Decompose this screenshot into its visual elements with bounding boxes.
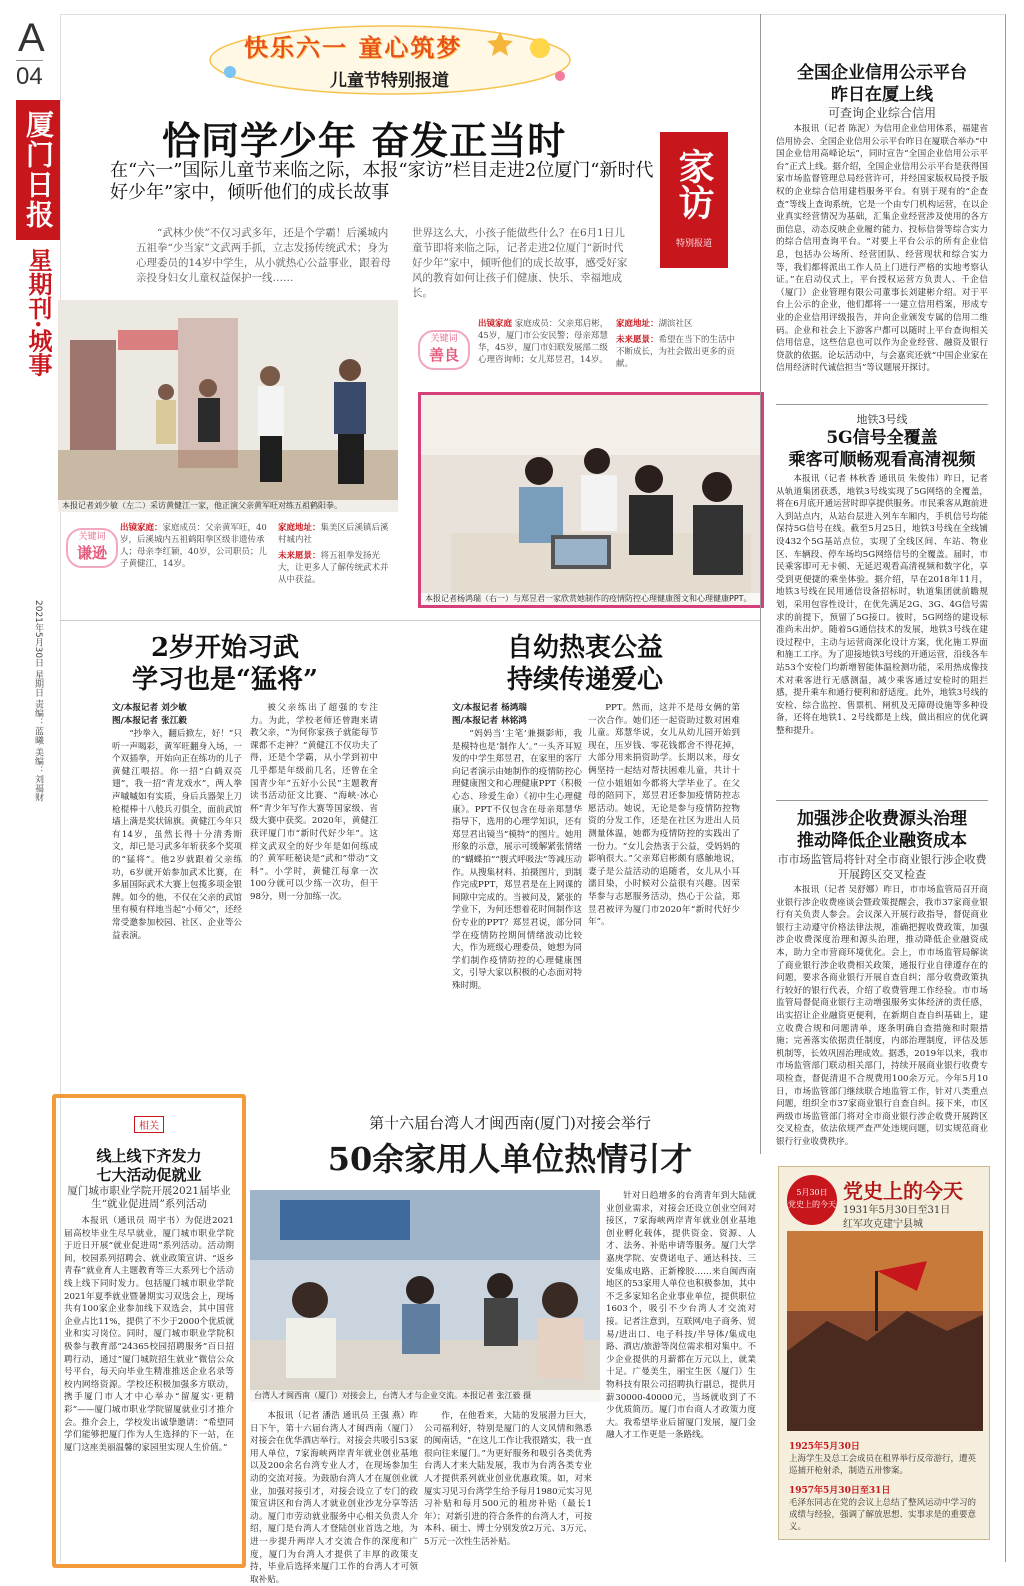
talent-headline: 50余家用人单位热情引才	[327, 1140, 693, 1178]
keyword-badge-kind: 关键词 善良	[418, 330, 470, 370]
family-ppt-photo-caption: 本报记者杨鸿瑞（右一）与郑昱君一家欣赏她制作的疫情防控心理健康图文和心理健康PPT。	[421, 593, 761, 605]
party-text-2: 毛泽东同志在党的会议上总结了整风运动中学习的成绩与经验，强调了解放思想、实事求是的重要意义。	[789, 1498, 977, 1532]
metro-5g-article: 地铁3号线 5G信号全覆盖 乘客可顺畅观看高清视频 本报讯（记者 林秋香 通讯员 朱俊伟）昨日，记者从轨道集团获悉，地铁3号线实现了5G网络的全覆盖，将在6月底开通运营时即享提供服务。市民乘客从跑前进入到站点内，从站台层进入列车车厢内，手机信号均能保持5G信号在线。截至5月25日，地铁3号线在全线铺设432个5G基站点位，实现了全线区间、车站、物业区、车辆段、停车场均5G网络信号的全覆盖。届时，市民乘客即可无卡顿、无延迟观看高清视频和数字化，享受到更便捷的乘坐体验。据介绍，早在2018年11月，地铁3号线在民用通信设备招标时，轨道集团就前瞻规划，采用包容性设计，在优先满足2G、3G、4G信号需求的前提下，预留了5G接口。彼时，5G网络的建设标准尚未出炉。随着5G通信技术的发展，地铁3号线在建设过程中，主动与运营商深化设计方案，优化施工界面和施工工序。为了迎接地铁3号线的开通运营，沿线各车站53个安检门均新增智能体温检测功能，采用热成像技术对乘客进行无感测温，减少乘客通过安检时的阻拦感，提升乘车和通行便利和舒适度。此外，地铁3号线的安检、综合监控、售票机、闸机及无障碍设施等多种设备，还将在地铁1、2号线都是上线，做出相应的优化调整和提升。	[776, 413, 988, 736]
family2-info-2: 家庭地址：湖滨社区 未来愿景：希望在当下的生活中不断成长，为社会做出更多的贡献。	[616, 319, 736, 369]
family-ppt-photo	[418, 392, 764, 608]
related-tag: 相关	[134, 1116, 164, 1133]
banner-title: 快乐六一 童心筑梦	[244, 33, 463, 62]
talent-photo-caption: 台湾人才闽西南（厦门）对接会上，台湾人才与企业交流。本报记者 张江毅 摄	[250, 1390, 600, 1402]
right-divider-1	[776, 404, 988, 405]
section-divider	[60, 620, 760, 621]
banner-subtitle: 儿童节特别报道	[330, 71, 449, 91]
bank-fee-article: 加强涉企收费源头治理 推动降低企业融资成本 市市场监管局将针对全市商业银行涉企收费开展跨区交叉检查 本报讯（记者 吴舒娜）昨日，市市场监管局召开商业银行涉企收费座谈会暨政策提醒会，我市37家商业银行有关负责人参会。会议深入开展行政指导，督促商业银行主动遵守价格法律法规，准确把握收费政策，加强涉企收费深度治理和源头治理，推动降低企业融资成本，助力全市营商环境优化。会上，市市场监管局解读了商业银行涉企收费相关政策，通报行业自律遵存在的问题，要求各商业银行开展自查自纠；部分收费政策执行较好的银行代表，介绍了收费管理工作经验。市市场监管局督促商业银行主动增强服务实体经济的责任感，出实招让企业融资更便利，在新期自查自纠基础上，建立收费合规和问题清单，逐条明确自查措施和时限措施；完善落实依据责任制度，内部治理制度，评估及惩机制等，长效巩固治理成效。据悉，2019年以来，我市市场监管部门联动相关部门，持续开展商业银行收费专项检查，督促清退不合规费用100余万元。今年5月10日，市场监管部门继续联合地监管工作，针对八类重点问题，组织全市37家商业银行自查自纠。接下来，市区两级市场监管部门将对全市商业银行涉企收费开展跨区交叉检查，依法依规严查严处违规问题，切实规范商业银行行业收费秩序。	[776, 809, 988, 1147]
masthead-logo: 厦门日报	[16, 100, 60, 240]
talent-fair-photo	[250, 1190, 600, 1402]
talent-text-col1: 本报讯（记者 潘浩 通讯员 王强 燕）昨日下午，第十六届台湾人才闽西南（厦门）对接会在优华酒店举行。对接会共吸引53家用人单位，7家海峡两岸青年就业创业基地以及200余名台湾专业人才，在现场参加生动的交流对接。为鼓励台湾人才在厦创业就业，加强对接引才，对接会设立了专门的政策宣讲区和台湾人才就业创业沙龙分享等活动。厦门市劳动就业服务中心相关负责人介绍，厦门是台湾人才登陆创业首选之地，为进一步提升两岸人才交流合作的深度和广度，厦门为台湾人才提供了丰厚的政策支持，毕业后选择来厦门工作的台湾人才可领取补贴。	[250, 1411, 418, 1585]
party-year-tag-2: 1957年5月30日至31日	[789, 1486, 891, 1496]
story1-byline: 文/本报记者 刘少敏 图/本报记者 张江毅	[112, 703, 187, 726]
story1-text-col1: “抄拳入，翻后掀左，好！”只听一声喝彩，黄军旺翻身入场，一个双插拳，开始向正在练功的儿子黄健江喂招。你一招“白鹤双亮翅”，我一招“青龙戏水”，两人拳声嘁嘁如有实质，身后兵器架上刀枪棍棒十八般兵刃俱全，面前武馆墙上满是奖状锦旗。黄健江今年只有14岁，虽然长得十分清秀斯文，却已是习武多年斩获多个奖项的“猛将”。他2岁就跟着父亲练功，6岁就开始参加武术比赛，在多届国际武术大赛上包揽多项金银牌。如今的他，不仅在父亲的武馆里有模有样地当起“小师父”，还经常受邀参加校园、社区、企业等公益表演。	[112, 729, 242, 941]
page-number: 04	[16, 60, 43, 91]
related-article-box	[52, 1094, 246, 1568]
date-editor-line: 2021年5月30日 星期日 责编：蓝曦 美编：刘福财	[33, 600, 43, 802]
talent-text-col3: 针对日趋增多的台湾青年到大陆就业创业需求，对接会还设立创业空间对接区，7家海峡两岸青年就业创业基地创业孵化载体，提供资金、资源、人才、法务、补贴申请等服务。厦门大学嘉庚学院、安费诺电子、通达科技、三安集成电路、正新橡胶……来自闽西南地区的53家用人单位也积极参加，其中不乏多家知名企业事业单位，提供职位1603个，吸引不少台湾人才交流对接。记者注意到，互联网/电子商务、贸易/进出口、电子科技/半导体/集成电路、酒店/旅游等岗位需求相对集中。不少企业提供的月薪都在万元以上，就業十足。广曼美生，丽宝生医（厦门）生物科技有限公司招聘执行副总，提供月薪30000-40000元，当场就收到了不少优质简历。厦门市台商人才政策力度大。我希望毕业后留厦门发展，厦门金融人才工作更是一条路线。	[606, 1191, 756, 1441]
party-date-badge: 5月30日 党史上的今天	[787, 1175, 837, 1225]
related-text: 本报讯（通讯员 周宇书）为促进2021届高校毕业生尽早就业，厦门城市职业学院于近日开展“就业促进周”系列活动。活动期间，校园系列招聘会、就业政策宣讲、“返乡青春”就业育人主题教育等三大系列七个活动线上线下同时发力。包括厦门城市职业学院2021年夏季就业暨暑期实习双选会上，现场共有100家企业参加线下双选会，其中国营企业占比11%，提供了不少于2000个优质就业和实习岗位。同时，厦门城市职业学院积极参与教育部“24365校园招聘服务”百日招聘行动，通过“厦门城院招生就业”微信公众号平台，每天向毕业生精准推送企业名录等校内网络资源。学校还积极加强多方联动，携手厦门市人才中心举办“留厦实·更精彩”——厦门城市职业学院留厦就业引才推介会。推介会上，学校发出诚挚邀请：“希望同学们能够把厦门作为人生选择的下一站，在厦门这座美丽温馨的家园里实现人生价值。”	[64, 1216, 234, 1453]
story2-text-col2: PPT。然而，这并不是母女俩的第一次合作。她们还一起资助过数对困难儿童。郑慧华说，女儿从幼儿园开始到现在，压岁钱、零花钱都舍不得花掉，大部分用来捐资助学。长期以来，母女俩坚持一起结对帮扶困难儿童，共计十一位小姐姐如今都将大学毕业了。在父母的陪同下，郑昱君还参加疫情防控志愿活动。她说，无论是参与疫情防控物资的分发工作，还是在社区为进出人员测量体温，她都为疫情防控的实践出了一份力。“女儿会热衷于公益，受妈妈的影响很大。”父亲郑启彬颇有感触地说，妻子是公益活动的追随者，女儿从小耳濡目染，小时候对公益很有兴趣。因荣华参与志愿服务活动，热心于公益，郑昱君被评为厦门市2020年“新时代好少年”。	[588, 703, 740, 928]
martial-arts-photo-caption: 本报记者刘少敏（左二）采访黄健江一家，他正演父亲黄军旺对练五祖鹤阳拳。	[58, 500, 398, 512]
party-title: 党史上的今天	[843, 1179, 963, 1203]
feature-subheadline: 在“六一”国际儿童节来临之际，本报“家访”栏目走进2位厦门“新时代好少年”家中，倾听他们的成长故事	[110, 160, 654, 203]
party-year-tag-1: 1925年5月30日	[789, 1442, 860, 1452]
jiafang-column-badge: 家访 特别报道	[660, 132, 728, 268]
martial-arts-photo	[58, 300, 398, 512]
story1-text-col2: 被父亲练出了超强的专注力。为此，学校老师还曾跑来请教父亲，“为何你家孩子就能每节课都不走神？”黄健江不仅功夫了得，还是个学霸，从小学到初中几乎都是年级前几名，还曾在全国青少年“五好小公民”主题教育读书活动征文比赛、“海峡·冰心杯”青少年写作大赛等国家级、省级大赛中获奖。2020年，黄健江获评厦门市“新时代好少年”。这样文武双全的好少年是如何练成的？黄军旺秘诀是“武和”带动“文科”。小学时，黄健江每拿一次100分就可以少练一次功，但干98分，则一分加练一次。	[250, 703, 378, 902]
feature-intro-left: “武林少侠”不仅习武多年，还是个学霸！后溪城内五祖拳“少当家”文武两手抓，立志发扬传统武术；身为心理委员的14岁中学生，从小就热心公益事业，跟着母亲投身妇女儿童权益保护一线……	[136, 227, 391, 284]
party-subtitle: 1931年5月30日至31日	[843, 1205, 951, 1216]
story2-byline: 文/本报记者 杨鸿瑞 图/本报记者 林铭鸿	[452, 703, 527, 726]
right-column-rule	[760, 14, 761, 1154]
story2-text-col1: “妈妈当‘主笔’兼摄影师，我是模特也是‘制作人’。”一头齐耳短发的中学生郑昱君，在家里的客厅向记者演示由她制作的疫情防控心理健康图文和心理健康PPT（积极心态、珍爱生命）《初中生心理健康》。PPT不仅包含在母亲郑慧华指导下，选用的心理学知识，还有郑昱君出镜当“模特”的图片。她用形象的示意，展示可缓解紧张情绪的“蝴蝶拍”“腹式呼吸法”等减压动作。从搜集材料、拍摄图片，到制作完成PPT，郑昱君是在上网课的间隙中完成的。当被问及，紧张的学业下，为何还想着花时间制作这份专业的PPT？郑昱君说，部分同学在疫情防控期间情绪波动比较大，作为班级心理委员，她想为同学们制作疫情防控的心理健康图文，引导大家以积极的心态面对特殊时期。	[452, 729, 582, 991]
story2-headline: 自幼热衷公益 持续传递爱心	[506, 633, 663, 695]
talent-text-col2: 作，在他看来，大陆的发展潜力巨大，公司福利好，特别是厦门的人文风情和熟悉的闽南话，“在这儿工作让我很踏实，我一直很向往来厦门。”为更好服务和吸引各类优秀台湾人才来大陆发展，我市为台湾各类专业人才提供系列就业创业优惠政策。如，对来厦实习见习台湾学生给予每月1980元实习见习补贴和每月500元的租房补贴（最长1年）；对新引进的符合条件的台湾人才，可按本科、硕士、博士分别发放2万元、3万元、5万元一次性生活补贴。	[424, 1411, 592, 1547]
party-text-1: 上海学生及总工会成员在租界举行反帝游行，遭英巡捕开枪射杀，制造五卅惨案。	[789, 1454, 977, 1476]
related-title: 线上线下齐发力 七大活动促就业	[96, 1147, 202, 1184]
family1-info-2: 家庭地址：集美区后溪镇后溪村城内社 未来愿景：将五祖拳发扬光大，让更多人了解传统武术并从中获益。	[278, 523, 389, 585]
credit-platform-article: 全国企业信用公示平台 昨日在厦上线 可查询企业综合信用 本报讯（记者 陈泥）为信用企业信用体系，福建省信用协会、全国企业信用公示平台昨日在厦联合举办“中国企业信用高峰论坛”，同时宣告“全国企业信用公示平台”正式上线。据介绍，全国企业信用公示平台是获得国家市场监督管理总局经营许可，并经国家版权局授予版权的企业综合信用建档服务平台。有别于现有的“企查查”等线上查询系统，它是一个由专门机构运营，在以企业真实经营情况为基础，汇集企业经营涉及使用的各方面信息，动态反映企业履约能力、投标信誉等综合实力的综合信用查询平台。“对要上平台公示的所有企业信息，包括办公场所、经营团队、经营现状和综合实力等，我们都将派出工作人员上门进行严格的实地考察认证。”在启动仪式上，平台授权运营方负责人、千企信（厦门）企业管理有限公司董事长刘建彬介绍。对于平台上公示的企业，他们都将一一建立信用档案，形成专业的企业信用评级报告，并向企业颁发专属的信用二维码。企业和社会上下游客户都可以随时上平台查询相关信用信息，这些信息也可以作为企业经营、融资及银行贷款的依据。论坛活动中，与会嘉宾还就“中国企业家在信用经济时代诚信担当”等议题展开探讨。	[776, 63, 988, 374]
party-subtitle-2: 红军攻克建宁县城	[843, 1219, 923, 1230]
edition-label: 星期刊·城事	[24, 248, 53, 377]
story1-headline: 2岁开始习武 学习也是“猛将”	[132, 633, 318, 695]
page-section-letter: A	[18, 16, 45, 60]
related-subtitle: 厦门城市职业学院开展2021届毕业生“就业促进周”系列活动	[67, 1185, 231, 1210]
right-divider-2	[776, 800, 988, 801]
talent-kicker: 第十六届台湾人才闽西南(厦门)对接会举行	[369, 1114, 651, 1132]
feature-intro-right: 世界这么大，小孩子能做些什么？在6月1日儿童节即将来临之际，记者走进2位厦门“新时代好少年”家中，倾听他们的成长故事，感受好家风的教育如何让孩子们健康、快乐、幸福地成长。	[412, 227, 628, 299]
family1-info: 出镜家庭：家庭成员：父亲黄军旺，40岁，后溪城内五祖鹤阳拳区级非遗传承人；母亲李红颖，40岁，公司职员；儿子黄健江，14岁。	[120, 523, 267, 569]
feature-headline: 恰同学少年 奋发正当时	[162, 118, 567, 163]
party-history-panel	[778, 1166, 990, 1540]
family2-info: 出镜家庭 家庭成员：父亲郑启彬，45岁，厦门市公安民警；母亲郑慧华，45岁，厦门市妇联发展部二级心理咨询师；女儿郑昱君，14岁。	[478, 319, 609, 365]
keyword-badge-modest: 关键词 谦逊	[66, 528, 118, 568]
party-illustration	[787, 1231, 983, 1431]
